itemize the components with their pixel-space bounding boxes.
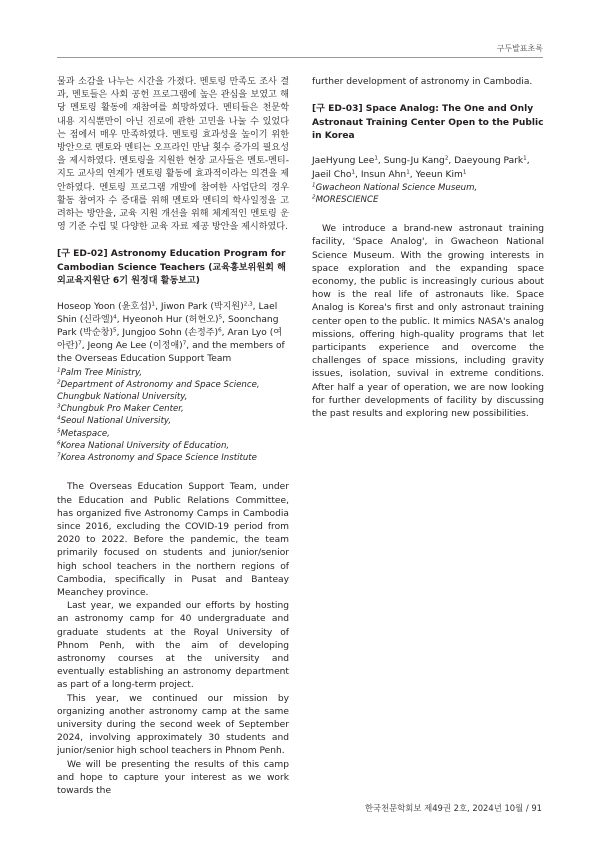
author-sep: , — [116, 328, 123, 339]
author-sep: , — [355, 169, 361, 180]
ed03-paragraph: We introduce a brand-new astronaut training facility, 'Space Analog', in Gwacheon National Science Museum. With the growing interests in space exploration and the expanding space economy, the public is increasingly curious about how is the real life of astronauts like. Space Analog is Korea's first and only astronaut training center open to the public. It mimics NASA's analog missions, offering high-quality programs that let participants experience and overcome the challenges of space missions, including gravity issues, isolation, suvival in extreme conditions. After half a year of operation, we are now looking for further developments of facility by discussing the past results and exploring new possibilities. — [312, 224, 544, 420]
affiliation-text: Gwacheon National Science Museum, — [315, 182, 478, 193]
author-sep: , — [221, 328, 228, 339]
affiliation-num: 1 — [312, 182, 316, 189]
author-sup: 1 — [462, 169, 467, 176]
affiliation — [57, 428, 289, 440]
author-sep: , — [526, 156, 530, 167]
ed02-affiliations — [57, 367, 289, 465]
ed03-affiliations — [312, 182, 544, 206]
author: Daeyoung Park — [454, 156, 524, 167]
author-sep: , — [448, 156, 455, 167]
affiliation-num: 2 — [312, 194, 316, 201]
author: Hoseop Yoon (윤호섭) — [57, 301, 152, 312]
author-sup: 5 — [218, 314, 223, 321]
author: Lael Shin (신라엘) — [57, 301, 278, 325]
affiliation-text: Department of Astronomy and Space Science, Chungbuk National University, — [57, 379, 260, 403]
affiliation-text: Metaspace, — [60, 428, 110, 439]
affiliation-num: 1 — [57, 367, 61, 374]
author: Jungjoo Sohn (손정주) — [122, 328, 219, 339]
affiliation-text: Seoul National University, — [60, 416, 172, 427]
author: Hyeonoh Hur (허현오) — [122, 314, 219, 325]
affiliation-num: 2 — [57, 379, 61, 386]
author-sup: 5 — [113, 327, 117, 334]
affiliation — [57, 452, 289, 464]
ed02-paragraph: Last year, we expanded our efforts by hosting an astronomy camp for 40 undergraduate and graduate students at the Royal University of Phnom Penh, with the aim of developing astronomy courses at the university and eventually establishing an astronomy department as part of a long-term project. — [57, 601, 289, 691]
left-column — [57, 76, 289, 798]
affiliation — [57, 440, 289, 452]
author-sup: 1 — [351, 169, 356, 176]
author-sep: , — [409, 169, 416, 180]
affiliation-num: 7 — [57, 452, 61, 459]
affiliation-num: 4 — [57, 415, 61, 422]
affiliation — [312, 194, 544, 206]
affiliation-num: 6 — [57, 440, 61, 447]
page-footer: 한국천문학회보 제49권 2호, 2024년 10월 / 91 — [364, 803, 542, 813]
ed03-title: [구 ED-03] Space Analog: The One and Only Astronaut Training Center Open to the Public in Korea — [312, 104, 544, 142]
affiliation-text: Korea National University of Education, — [60, 440, 230, 451]
affiliation — [57, 367, 289, 379]
author-sup: 7 — [182, 340, 187, 347]
author-sup: 1 — [374, 155, 378, 162]
author: Yeeun Kim — [415, 169, 463, 180]
affiliation-text: Chungbuk Pro Maker Center, — [60, 404, 184, 415]
ed02-title: [구 ED-02] Astronomy Education Program for Cambodian Science Teachers (교육홍보위원회 해외교육지원단 6기 원정대 활동보고) — [57, 249, 286, 287]
affiliation-num: 3 — [57, 403, 61, 410]
author: Jaeil Cho — [312, 169, 352, 180]
author: Aran Lyo (여아란) — [57, 328, 283, 352]
author-sup: 6 — [218, 327, 222, 334]
header-divider — [57, 57, 543, 58]
affiliation-text: Korea Astronomy and Space Science Institute — [60, 453, 257, 464]
affiliation — [312, 182, 544, 194]
author-sup: 4 — [113, 314, 117, 321]
spacer — [57, 464, 289, 481]
affiliation — [57, 415, 289, 427]
author-sep: , and the members of the Overseas Education Support Team — [57, 341, 285, 365]
ed02-authors — [57, 301, 289, 367]
ed02-paragraph: This year, we continued our mission by organizing another astronomy camp at the same university during the second week of September 2024, involving approximately 30 students and junior/senior high school teachers in Phnom Penh. — [57, 693, 289, 757]
author-sup: 1 — [151, 301, 156, 308]
right-column — [312, 76, 544, 421]
author: Sung-Ju Kang — [383, 156, 445, 167]
spacer — [312, 206, 544, 223]
author-sep: , — [252, 301, 259, 312]
author-sup: 7 — [78, 340, 82, 347]
author: Insun Ahn — [360, 169, 407, 180]
author-sup: 1 — [406, 169, 410, 176]
ed02-paragraph: The Overseas Education Support Team, under the Education and Public Relations Committee, has organized five Astronomy Camps in Cambodia since 2016, excluding the COVID-19 period from 2020 to 2022. Before the pandemic, the team primarily focused on students and junior/senior high school teachers in the northern regions of Cambodia, specifically in Pusat and Banteay Meanchey province. — [57, 482, 289, 598]
author: Jeong Ae Lee (이정애) — [87, 341, 183, 352]
continuation-text: further development of astronomy in Cambodia. — [312, 77, 533, 87]
author-sup: 1 — [523, 155, 527, 162]
ed03-authors — [312, 155, 544, 181]
section-header-label: 구두발표초록 — [496, 44, 543, 53]
author: Soonchang Park (박순창) — [57, 314, 279, 339]
author-sup: 2 — [444, 155, 449, 162]
affiliation-text: MORESCIENCE — [315, 195, 379, 206]
affiliation-num: 5 — [57, 428, 61, 435]
author-sep: , — [81, 341, 88, 352]
affiliation-text: Palm Tree Ministry, — [60, 367, 143, 378]
author: Jiwon Park (박지원) — [160, 301, 244, 312]
affiliation — [57, 379, 289, 403]
author-sep: , — [222, 314, 228, 325]
author-sep: , — [116, 314, 123, 325]
author: JaeHyung Lee — [312, 156, 375, 167]
ed02-paragraph: We will be presenting the results of this camp and hope to capture your interest as we work towards the — [57, 759, 289, 796]
author-sup: 2,3 — [243, 301, 253, 308]
intro-paragraph: 물과 소감을 나누는 시간을 가졌다. 멘토링 만족도 조사 결과, 멘토들은 사회 공헌 프로그램에 높은 관심을 보였고 해당 멘토링 활동에 재참여를 희망하였다. 멘티들은 천문학 내용 지식뿐만이 아닌 진로에 관한 고민을 나눌 수 있었다는 점에서 매우 만족하였다. 멘토링 효과성을 높이기 위한 방안으로 멘토와 멘티는 오프라인 만남 횟수 증가의 필요성을 제시하였다. 멘토링을 지원한 현장 교사들은 멘토-멘티-지도 교사의 연계가 멘토링 활동에 효과적이라는 의견을 제안하였다. 멘토링 프로그램 개발에 참여한 사업단의 경우 활동 참여자 수 증대를 위해 멘토와 멘티의 학사일정을 고려하는 방안을, 교육 지원 개선을 위해 체계적인 멘토링 운영 기준 수립 및 다양한 교육 자료 제공 방안을 제시하였다. — [57, 77, 289, 233]
affiliation — [57, 403, 289, 415]
author-sep: , — [377, 156, 384, 167]
author-sep: , — [155, 301, 161, 312]
